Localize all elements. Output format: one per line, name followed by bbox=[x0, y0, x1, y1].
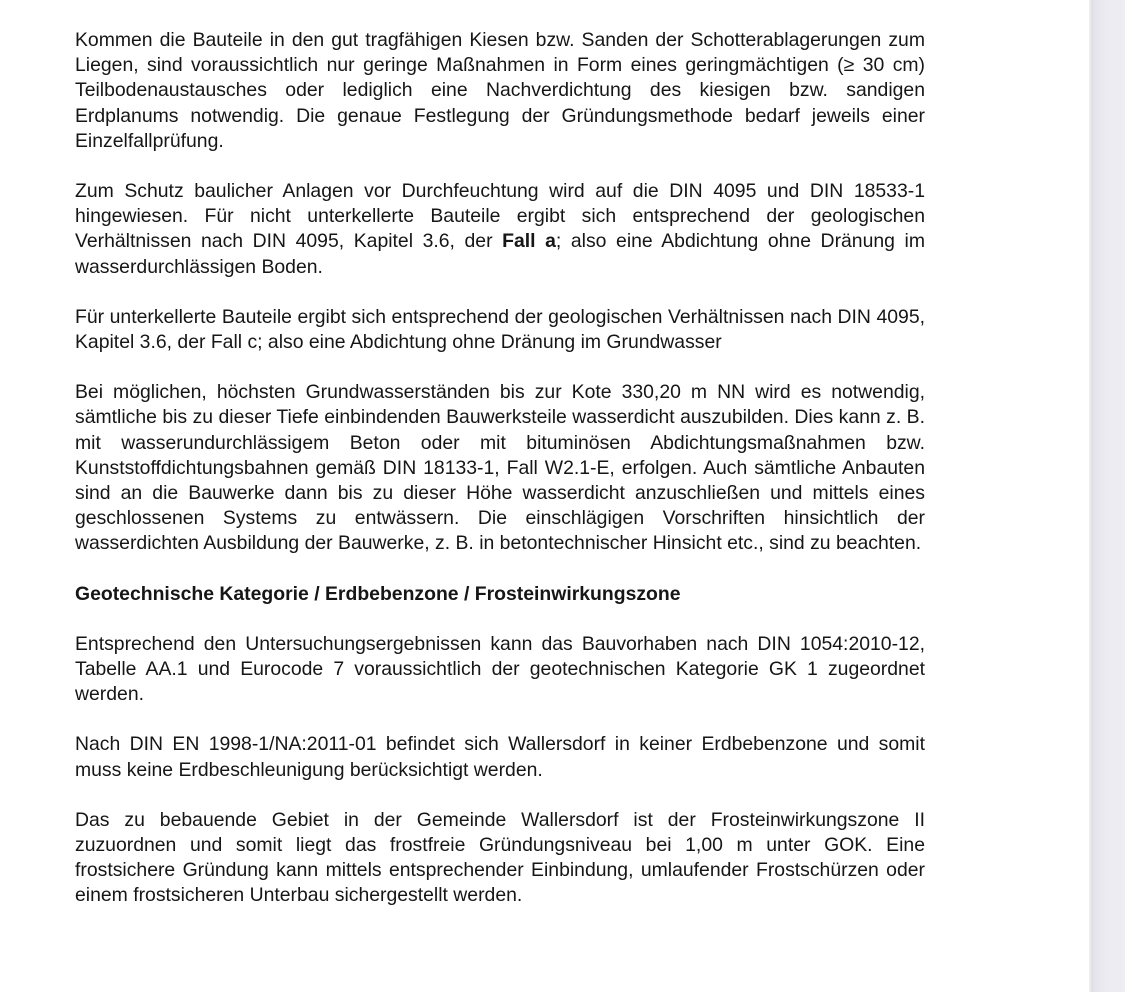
paragraph-basement-components: Für unterkellerte Bauteile ergibt sich entsprechend der geologischen Verhältnissen nach DIN 4095, Kapitel 3.6, der Fall c; also eine Abdichtung ohne Dränung im Grundwasser bbox=[75, 305, 925, 354]
section-heading: Geotechnische Kategorie / Erdbebenzone / Frosteinwirkungszone bbox=[75, 582, 681, 605]
paragraph-moisture-protection bbox=[75, 179, 925, 280]
paragraph-text: Zum Schutz baulicher Anlagen vor Durchfeuchtung wird auf die DIN 4095 und DIN 18533-1 hingewiesen. Für nicht unterkellerte Bauteile ergibt sich entsprechend der geologischen Verhältnissen nach DIN 4095, Kapitel 3.6, der bbox=[75, 180, 925, 253]
paragraph-geotechnical-category: Entsprechend den Untersuchungsergebnissen kann das Bauvorhaben nach DIN 1054:2010-12, Tabelle AA.1 und Eurocode 7 voraussichtlich der geotechnischen Kategorie GK 1 zugeordnet werden. bbox=[75, 632, 925, 706]
bold-case-label: Fall a bbox=[502, 230, 556, 253]
page-content bbox=[75, 28, 925, 934]
viewer-background-gutter bbox=[1093, 0, 1125, 992]
paragraph-text: ; also eine Abdichtung ohne Dränung im wasserdurchlässigen Boden. bbox=[75, 230, 925, 278]
paragraph-groundwater-levels: Bei möglichen, höchsten Grundwasserständen bis zur Kote 330,20 m NN wird es notwendig, sämtliche bis zu dieser Tiefe einbindenden Bauwerksteile wasserdicht auszubilden. Dies kann z. B. mit wasserundurchlässigem Beton oder mit bituminösen Abdichtungsmaßnahmen bzw. Kunststoffdichtungsbahnen gemäß DIN 18133-1, Fall W2.1-E, erfolgen. Auch sämtliche Anbauten sind an die Bauwerke dann bis zu dieser Höhe wasserdicht anzuschließen und mittels eines geschlossenen Systems zu entwässern. Die einschlägigen Vorschriften hinsichtlich der wasserdichten Ausbildung der Bauwerke, z. B. in betontechnischer Hinsicht etc., sind zu beachten. bbox=[75, 381, 925, 555]
paragraph-frost-zone: Das zu bebauende Gebiet in der Gemeinde Wallersdorf ist der Frosteinwirkungszone II zuzuordnen und somit liegt das frostfreie Gründungsniveau bei 1,00 m unter GOK. Eine frostsichere Gründung kann mittels entsprechender Einbindung, umlaufender Frostschürzen oder einem frostsicheren Unterbau sichergestellt werden. bbox=[75, 808, 925, 907]
paragraph-foundation-gravel: Kommen die Bauteile in den gut tragfähigen Kiesen bzw. Sanden der Schotterablagerungen zum Liegen, sind voraussichtlich nur geringe Maßnahmen in Form eines geringmächtigen (≥ 30 cm) Teilbodenaustausches oder lediglich eine Nachverdichtung des kiesigen bzw. sandigen Erdplanums notwendig. Die genaue Festlegung der Gründungsmethode bedarf jeweils einer Einzelfallprüfung. bbox=[75, 29, 925, 152]
paragraph-earthquake-zone: Nach DIN EN 1998-1/NA:2011-01 befindet sich Wallersdorf in keiner Erdbebenzone und somit muss keine Erdbeschleunigung berücksichtigt werden. bbox=[75, 733, 925, 781]
